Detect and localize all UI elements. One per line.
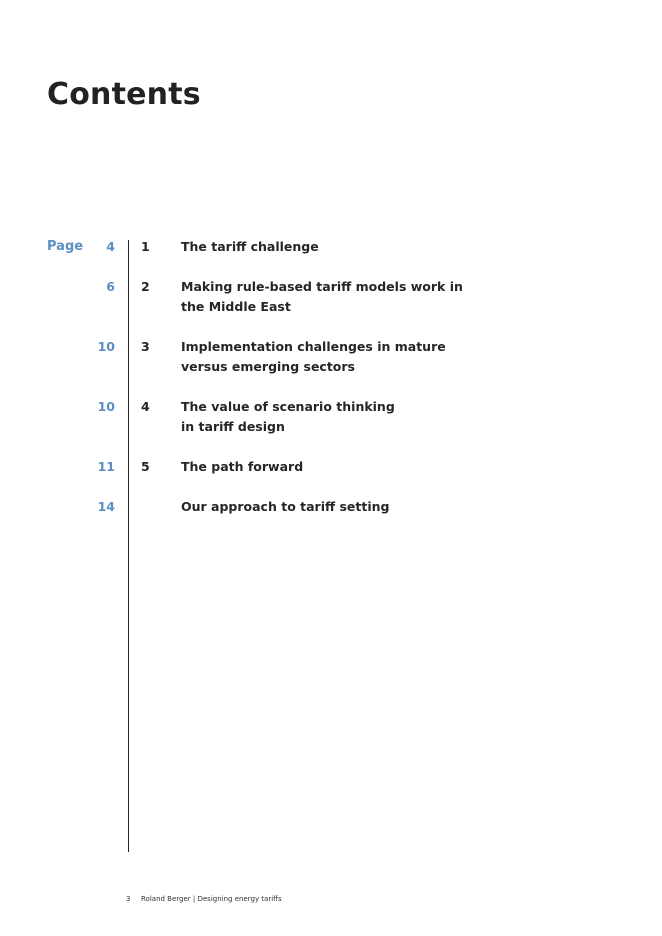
toc-chapter-number: 3	[141, 339, 150, 354]
toc-page-number: 10	[97, 399, 115, 414]
toc-chapter-number: 5	[141, 459, 150, 474]
toc-chapter-number: 2	[141, 279, 150, 294]
toc-chapter-title: The path forward	[181, 459, 304, 474]
footer-text: Roland Berger | Designing energy tariffs	[141, 895, 282, 903]
divider-line	[128, 240, 129, 852]
toc-chapter-number: 1	[141, 239, 150, 254]
toc-page-number: 4	[106, 239, 115, 254]
toc-chapter-title: Making rule-based tariff models work in the Middle East	[181, 279, 463, 314]
toc-chapter-title: The value of scenario thinking in tariff design	[181, 399, 395, 434]
toc-chapter-title: Our approach to tariff setting	[181, 499, 390, 514]
toc-page-number: 10	[97, 339, 115, 354]
toc-chapter-number: 4	[141, 399, 150, 414]
page-title: Contents	[47, 77, 201, 112]
footer-page-number: 3	[126, 895, 131, 903]
page-column-label: Page	[47, 239, 84, 254]
toc-page-number: 11	[97, 459, 115, 474]
toc-page-number: 6	[106, 279, 115, 294]
toc-chapter-title: Implementation challenges in mature versus emerging sectors	[181, 339, 446, 374]
toc-page-number: 14	[97, 499, 115, 514]
toc-chapter-title: The tariff challenge	[181, 239, 319, 254]
